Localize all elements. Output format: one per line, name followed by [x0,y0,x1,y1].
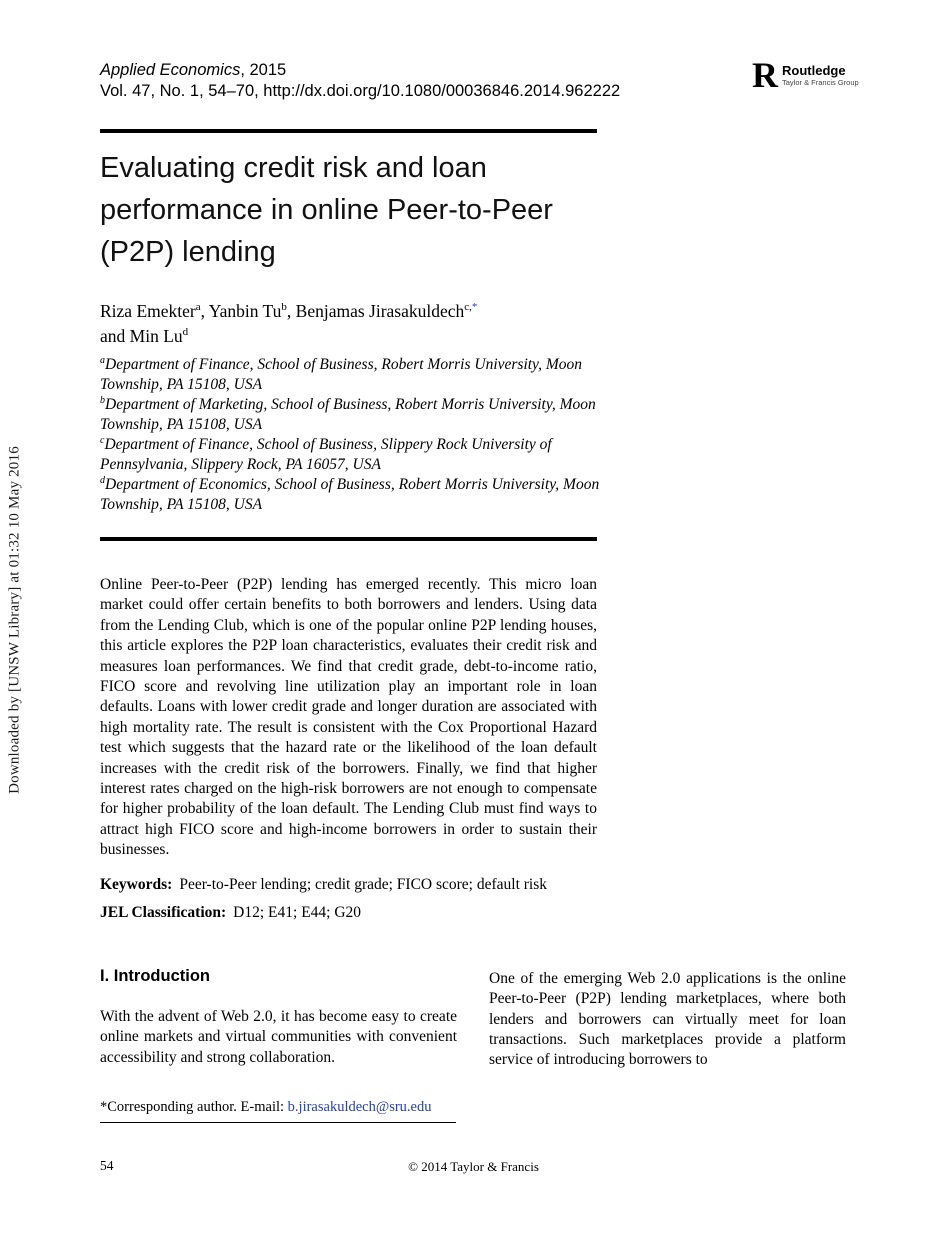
author-list [100,299,477,349]
affiliation-mark: c [100,434,105,446]
journal-line [100,60,620,81]
intro-right-column: One of the emerging Web 2.0 applications is the online Peer-to-Peer (P2P) lending marketplaces, where both lenders and borrowers can virtually meet for loan transactions. Such marketplaces provide a platform service of introducing borrowers to [489,970,846,1069]
affiliation-list [100,355,602,515]
routledge-r-icon: R [752,55,778,95]
page-number: 54 [100,1158,114,1173]
top-rule [100,129,597,133]
corresponding-author-star[interactable]: * [471,301,478,314]
author-affil-mark: d [182,326,189,339]
author-affil-mark: c, [464,301,472,314]
journal-title: Applied Economics [100,61,241,79]
affiliation-text: Department of Marketing, School of Business, Robert Morris University, Moon Township, PA 15108, USA [100,396,596,433]
author-separator: , [200,301,209,321]
author-line-1 [100,299,477,324]
article-title: Evaluating credit risk and loan performance in online Peer-to-Peer (P2P) lending [100,152,553,268]
journal-year: , 2015 [240,61,287,79]
author-line-2 [100,324,477,349]
jel-line [100,904,640,922]
routledge-logo [752,55,859,95]
author-name: Benjamas Jirasakuldech [295,301,465,321]
routledge-logo-text [782,64,859,87]
affiliation-text: Department of Economics, School of Business, Robert Morris University, Moon Township, PA 15108, USA [100,476,600,513]
affiliation-mark: d [100,474,105,486]
affiliation [100,355,602,395]
download-banner: Downloaded by [UNSW Library] at 01:32 10 May 2016 [6,446,23,794]
keywords-line [100,876,640,894]
jel-label: JEL Classification: [100,904,227,921]
author-name: Riza Emekter [100,301,196,321]
abstract-rule [100,537,597,541]
author-affil-mark: a [195,301,201,314]
author-separator: , [286,301,296,321]
keywords-text: Peer-to-Peer lending; credit grade; FICO score; default risk [179,876,548,893]
affiliation-mark: a [100,354,105,366]
corresponding-author-footnote [100,1099,431,1116]
volume-doi-line: Vol. 47, No. 1, 54–70, http://dx.doi.org/10.1080/00036846.2014.962222 [100,82,621,100]
affiliation-text: Department of Finance, School of Business, Slippery Rock University of Pennsylvania, Slippery Rock, PA 16057, USA [100,436,552,473]
publisher-name: Routledge [782,62,846,78]
affiliation-text: Department of Finance, School of Business, Robert Morris University, Moon Township, PA 15108, USA [100,356,582,393]
section-heading-introduction: I. Introduction [100,967,210,985]
citation-header [100,60,620,102]
author-affil-mark: b [281,301,287,314]
footnote-rule [100,1122,456,1123]
intro-left-column: With the advent of Web 2.0, it has become easy to create online markets and virtual communities with convenient accessibility and strong collaboration. [100,1008,457,1066]
author-name: Yanbin Tu [208,301,282,321]
affiliation [100,435,602,475]
corresponding-author-email-link[interactable]: b.jirasakuldech@sru.edu [287,1099,432,1115]
affiliation [100,475,602,515]
footnote-text: *Corresponding author. E-mail: [100,1099,288,1115]
author-name: and Min Lu [100,326,183,346]
abstract-text: Online Peer-to-Peer (P2P) lending has emerged recently. This micro loan market could offer certain benefits to both borrowers and lenders. Using data from the Lending Club, which is one of the popular online P2P lending houses, this article explores the P2P loan characteristics, evaluates their credit risk and measures loan performances. We find that credit grade, debt-to-income ratio, FICO score and revolving line utilization play an important role in loan defaults. Loans with lower credit grade and longer duration are associated with high mortality rate. The result is consistent with the Cox Proportional Hazard test which suggests that the hazard rate or the likelihood of the loan default increases with the credit risk of the borrowers. Finally, we find that higher interest rates charged on the high-risk borrowers are not enough to compensate for higher probability of the loan default. The Lending Club must find ways to attract high FICO score and high-income borrowers in order to sustain their businesses. [100,576,597,859]
publisher-group: Taylor & Francis Group [782,77,859,87]
copyright-notice: © 2014 Taylor & Francis [408,1159,539,1174]
affiliation-mark: b [100,394,105,406]
keywords-label: Keywords: [100,876,173,893]
affiliation [100,395,602,435]
jel-text: D12; E41; E44; G20 [233,904,362,921]
